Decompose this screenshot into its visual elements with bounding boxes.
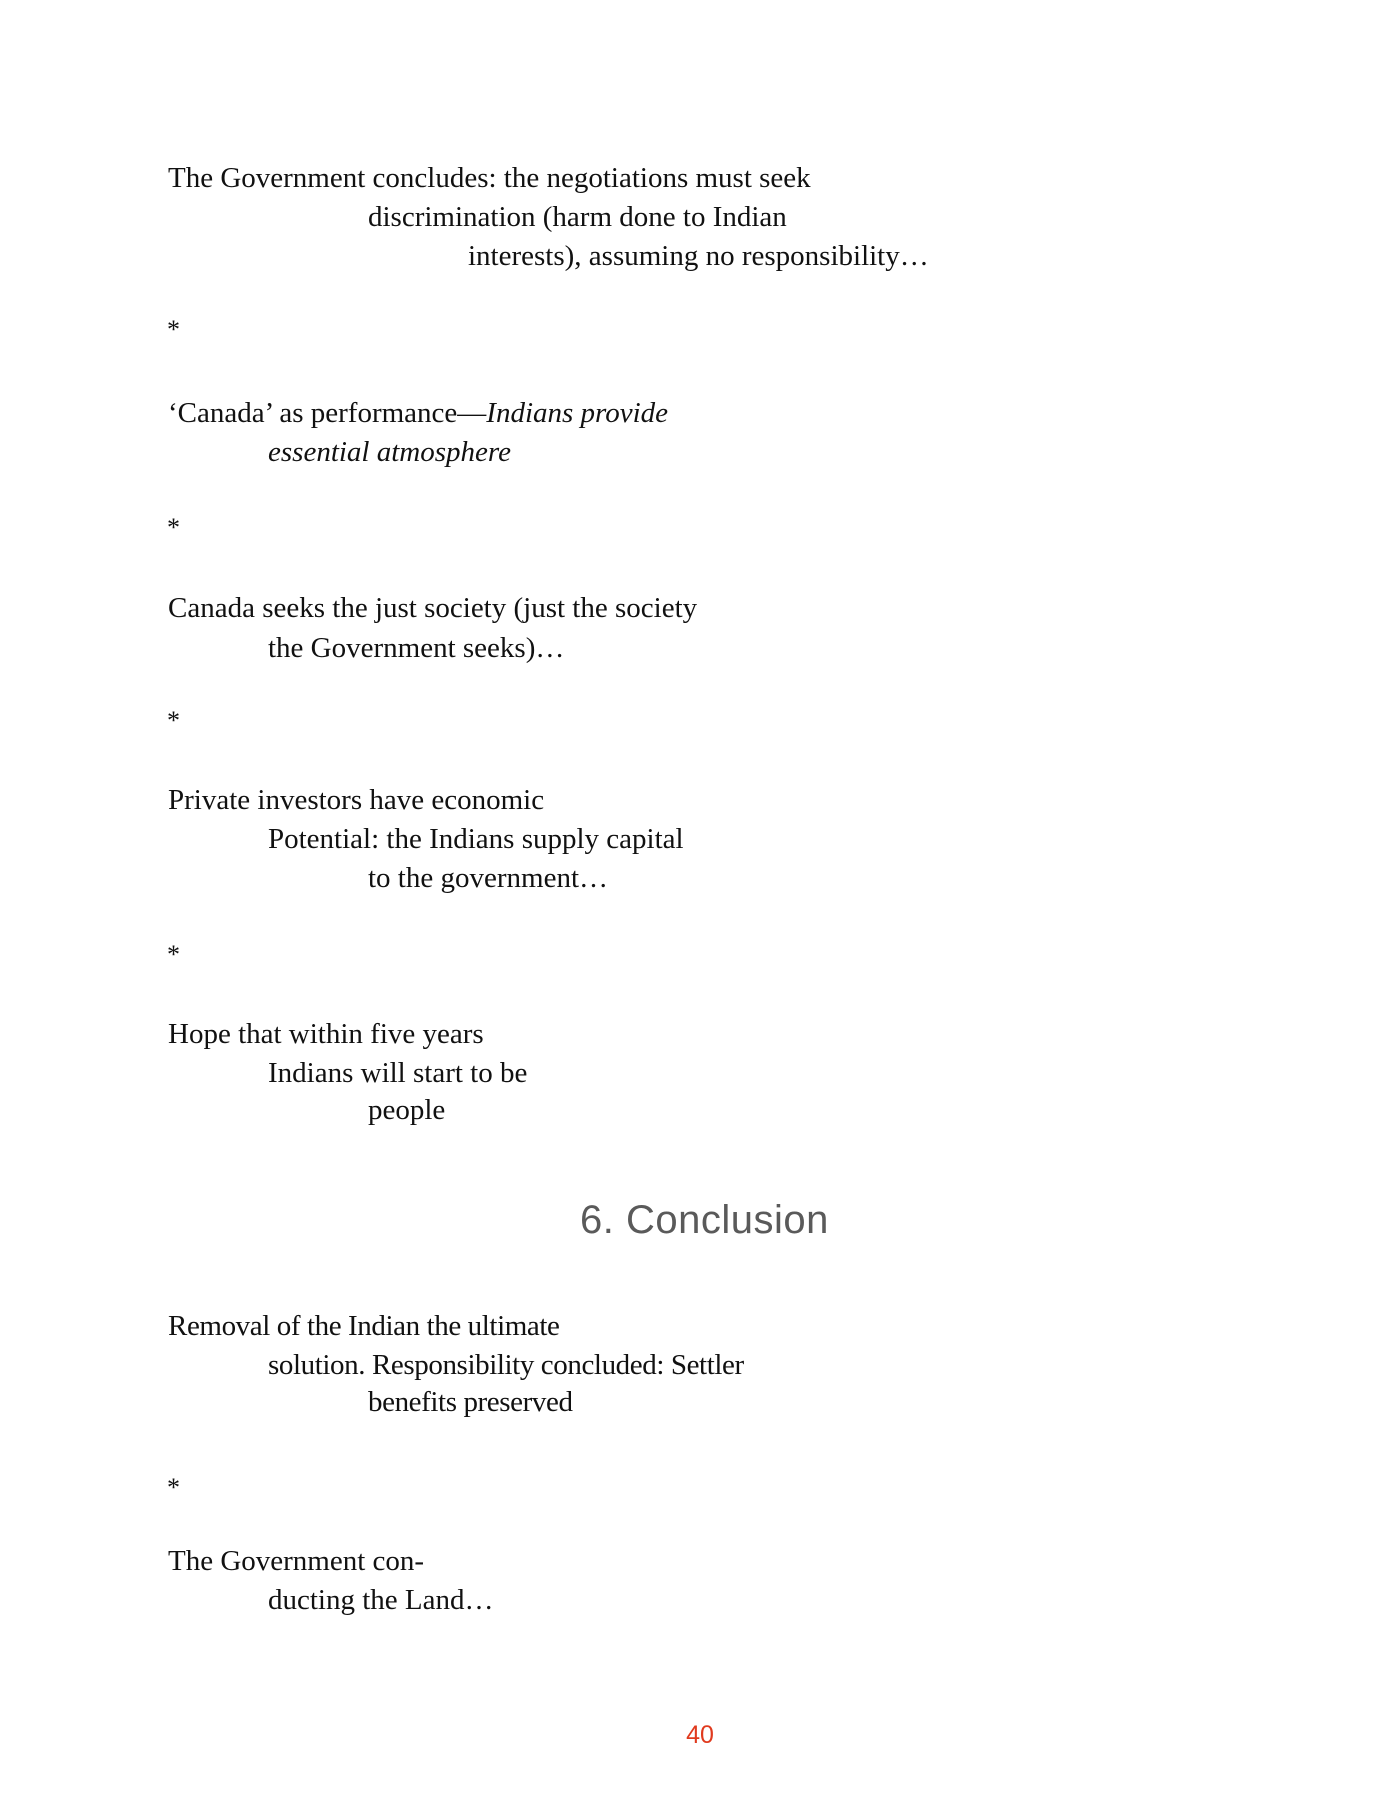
asterisk-separator: * (167, 1473, 180, 1502)
poem-line: solution. Responsibility concluded: Settler (268, 1349, 744, 1381)
poem-line: The Government con- (168, 1545, 425, 1577)
poem-line (168, 394, 668, 433)
poem-line: Canada seeks the just society (just the society (168, 592, 698, 624)
asterisk-separator: * (167, 706, 180, 735)
poem-line: ducting the Land… (268, 1584, 494, 1616)
poem-line: Potential: the Indians supply capital (268, 823, 684, 855)
poem-line-italic: Indians provide (486, 397, 669, 429)
poem-line: benefits preserved (368, 1386, 573, 1418)
poem-line: Indians will start to be (268, 1057, 528, 1089)
section-heading: 6. Conclusion (580, 1198, 829, 1242)
poem-line: The Government concludes: the negotiations must seek (168, 162, 811, 194)
poem-line: Removal of the Indian the ultimate (168, 1310, 560, 1342)
page-number: 40 (686, 1721, 714, 1749)
poem-line: Private investors have economic (168, 784, 545, 816)
asterisk-separator: * (167, 315, 180, 344)
poem-line: Hope that within five years (168, 1018, 484, 1050)
poem-line: the Government seeks)… (268, 632, 565, 664)
poem-line: to the government… (368, 862, 609, 894)
asterisk-separator: * (167, 513, 180, 542)
poem-line-roman: ‘Canada’ as performance— (168, 397, 487, 429)
asterisk-separator: * (167, 940, 180, 969)
poem-line: discrimination (harm done to Indian (368, 201, 787, 233)
poem-line: essential atmosphere (268, 436, 511, 468)
poem-line: people (368, 1094, 446, 1126)
poem-line: interests), assuming no responsibility… (468, 240, 929, 272)
